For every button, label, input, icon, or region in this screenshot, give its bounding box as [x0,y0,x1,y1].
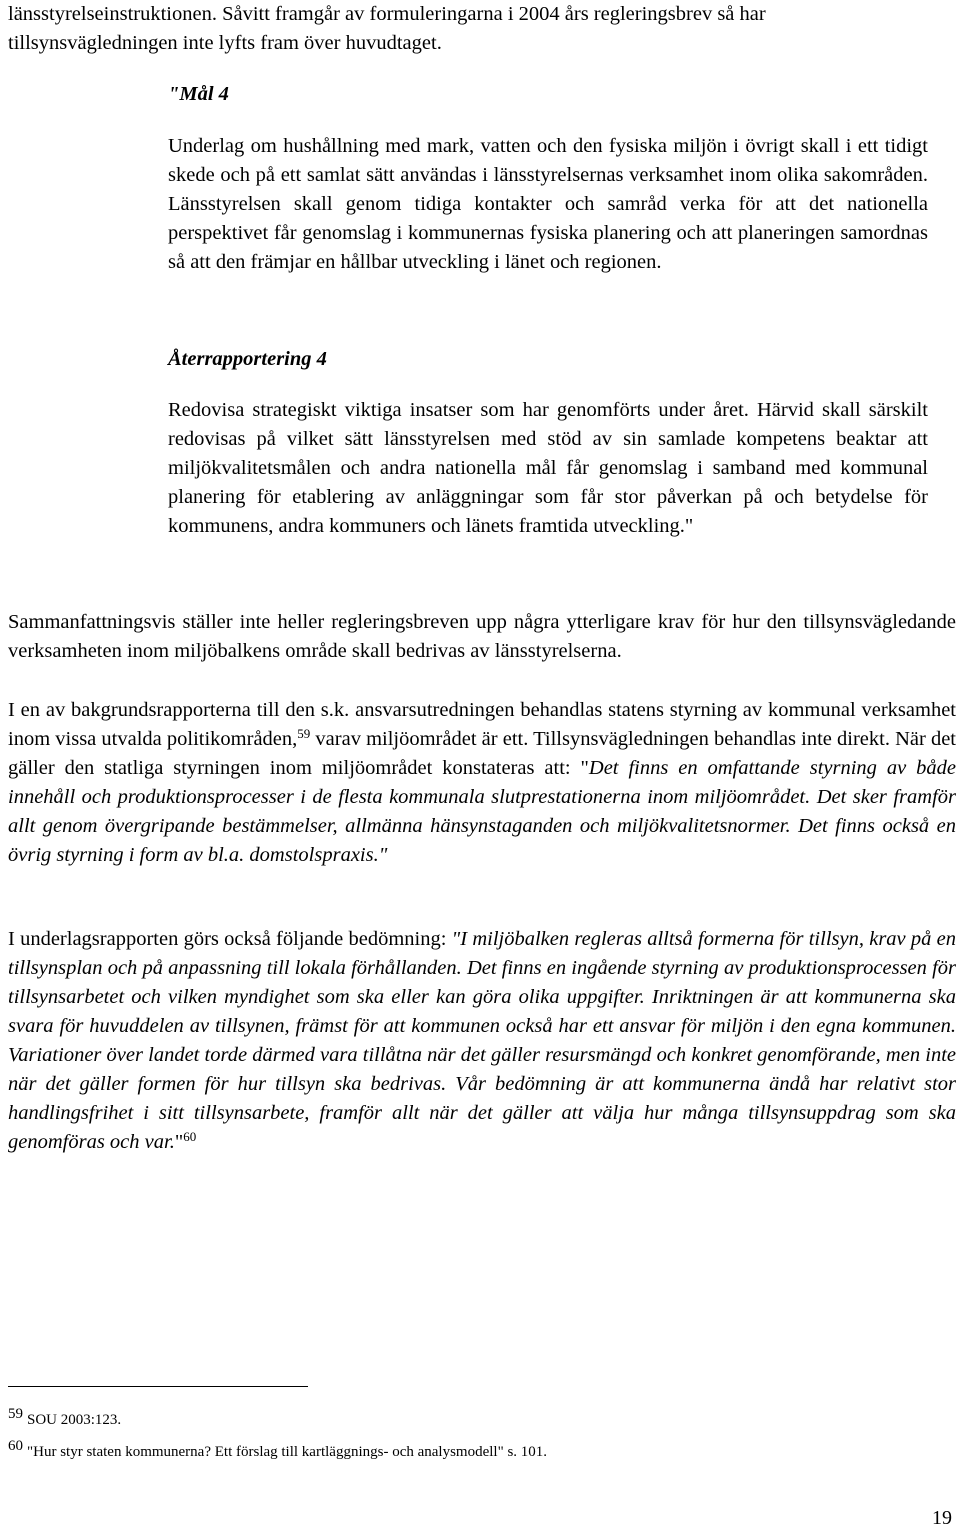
assessment-quote-end: " [174,1131,184,1153]
footnote-ref-59[interactable]: 59 [297,726,311,741]
footnote-text: "Hur styr staten kommunerna? Ett förslag till kartläggnings- och analysmodell" s. 101. [27,1444,548,1460]
quote-heading-goal: "Mål 4 [168,83,229,105]
background-text-b: varav miljöområdet är ett. Tillsynsvägledningen behandlas inte direkt. När det gäller den statliga styrningen inom miljöområdet konstateras att: " [8,728,957,779]
background-paragraph [8,696,956,870]
footnote-ref-60[interactable]: 60 [183,1129,197,1144]
quote-paragraph-goal: Underlag om hushållning med mark, vatten och den fysiska miljön i övrigt skall i ett tidigt skede och på ett samlat sätt användas i länsstyrelsernas verksamhet inom olika sakområden. Länsstyrelsen skall genom tidiga kontakter och samråd verka för att det nationella perspektivet får genomslag i kommunernas fysiska planering och att planeringen samordnas så att den främjar en hållbar utveckling i länet och regionen. [168,135,928,273]
quote-paragraph-reporting: Redovisa strategiskt viktiga insatser som har genomförts under året. Härvid skall särskilt redovisas på vilket sätt länsstyrelsen med stöd av sin samlade kompetens beaktar att miljökvalitetsmålen och andra nationella mål får genomslag i samband med kommunal planering för etablering av anläggningar som får stor påverkan på och betydelse för kommunens, andra kommuners och länets framtida utveckling." [168,399,928,537]
assessment-paragraph [8,925,956,1157]
intro-line-2: tillsynsvägledningen inte lyfts fram över huvudtaget. [8,32,442,54]
footnote-number: 60 [8,1438,23,1454]
intro-paragraph [8,0,956,58]
footnote-text: SOU 2003:123. [27,1412,122,1428]
page-number: 19 [932,1507,952,1529]
summary-paragraph: Sammanfattningsvis ställer inte heller regleringsbreven upp några ytterligare krav för hur den tillsynsvägledande verksamheten inom miljöbalkens område skall bedrivas av länsstyrelserna. [8,611,956,662]
footnote-59 [8,1404,121,1430]
footnote-divider [8,1386,308,1387]
footnote-number: 59 [8,1406,23,1422]
assessment-text-a: I underlagsrapporten görs också följande bedömning: [8,928,452,950]
quote-heading-reporting: Återrapportering 4 [168,348,327,370]
intro-line-1: länsstyrelseinstruktionen. Såvitt framgår av formuleringarna i 2004 års regleringsbrev så har [8,3,766,25]
background-quote: Det finns en omfattande styrning av både innehåll och produktionsprocesser i de flesta kommunala slutprestationerna inom miljöområdet. Det sker framför allt genom övergripande bestämmelser, allmänna hänsynstaganden och miljökvalitetsnormer. Det finns också en övrig styrning i form av bl.a. domstolspraxis." [8,757,956,866]
background-text-a: I en av bakgrundsrapporterna till den s.k. ansvarsutredningen behandlas statens styrning av kommunal verksamhet inom vissa utvalda politikområden, [8,699,956,750]
footnote-60 [8,1436,547,1462]
assessment-quote: "I miljöbalken regleras alltså formerna för tillsyn, krav på en tillsynsplan och på anpassning till lokala förhållanden. Det finns en ingående styrning av produktionsprocessen för tillsynsarbetet och vilken myndighet som ska eller kan göra olika uppgifter. Inriktningen är att kommunerna ska svara för huvuddelen av tillsynen, främst för att kommunen också har ett ansvar för miljön i den egna kommunen. Variationer över landet torde därmed vara tillåtna när det gäller resursmängd och konkret genomförande, men inte när det gäller formen för hur tillsyn ska bedrivas. Vår bedömning är att kommunerna ändå har relativt stor handlingsfrihet i sitt tillsynsarbete, framför allt när det gäller att välja hur många tillsynsuppdrag som ska genomföras och var. [8,928,956,1153]
